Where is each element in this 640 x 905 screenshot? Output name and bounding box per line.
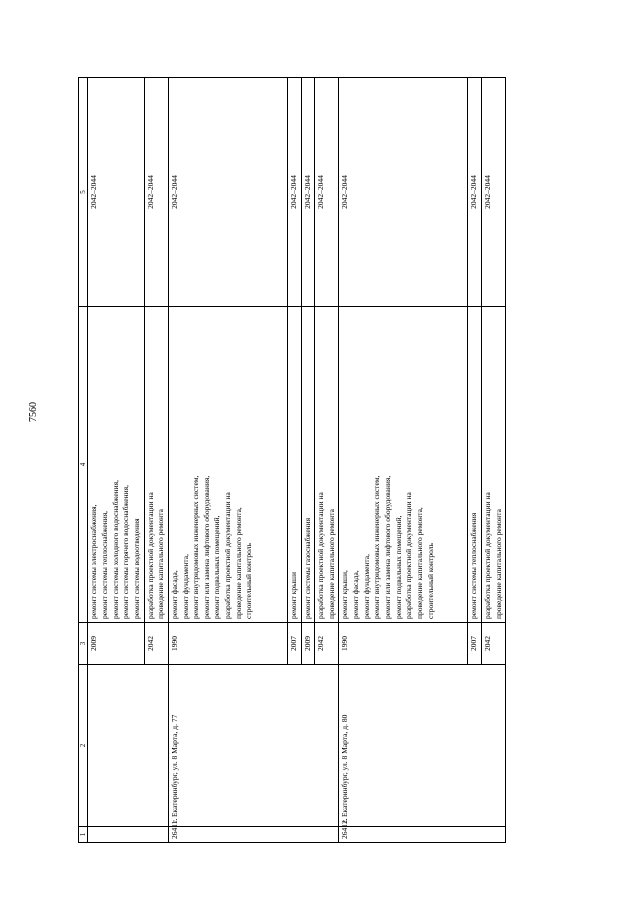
rotated-table-container [78,78,503,843]
period-cell: 2042–2044 [468,78,482,307]
works-cell [468,307,482,623]
col-header-5: 5 [79,78,88,307]
work-line: ремонт системы электроснабжения, [89,504,99,619]
work-line: проведение капитального ремонта [326,509,336,619]
period-cell: 2042–2044 [287,78,301,307]
works-cell [168,307,287,623]
period-cell: 2042–2044 [301,78,315,307]
work-line: ремонт системы водоотведения [131,518,141,619]
work-line: ремонт крыши, [340,570,350,619]
table-row [168,78,287,843]
repair-schedule-table [78,77,506,843]
work-line: ремонт фундамента, [361,554,371,619]
col-header-3: 3 [79,623,88,665]
work-line: проведение капитального ремонта [493,509,503,619]
col-header-4: 4 [79,307,88,623]
num-cell: 26412. [339,827,506,843]
col-header-2: 2 [79,665,88,827]
work-line: ремонт крыши [288,572,298,619]
table-row [88,78,144,843]
work-line: разработка проектной документации на [316,492,326,619]
year-cell: 1990 [168,623,287,665]
works-cell [482,307,506,623]
work-line: строительный контроль [425,543,435,619]
work-line: ремонт системы газоснабжения [302,517,312,619]
period-cell: 2042–2044 [315,78,339,307]
works-cell [88,307,144,623]
work-line: проведение капитального ремонта, [414,507,424,619]
work-line: ремонт подвальных помещений, [212,515,222,619]
period-cell: 2042–2044 [88,78,144,307]
work-line: ремонт подвальных помещений, [393,515,403,619]
column-number-row [79,78,88,843]
year-cell: 1990 [339,623,468,665]
work-line: проведение капитального ремонта, [233,507,243,619]
num-cell [88,827,168,843]
work-line: ремонт внутридомовых инженерных систем, [372,475,382,619]
works-cell [315,307,339,623]
work-line: строительный контроль [244,543,254,619]
work-line: ремонт системы теплоснабжения, [100,510,110,619]
page-number: 7560 [28,402,39,422]
year-cell: 2007 [287,623,301,665]
year-cell: 2009 [88,623,144,665]
table-row [339,78,468,843]
work-line: ремонт или замена лифтового оборудования, [201,475,211,619]
work-line: ремонт или замена лифтового оборудования, [383,475,392,619]
work-line: ремонт фундамента, [180,554,190,619]
work-line: ремонт системы горячего водоснабжения, [121,485,131,619]
col-header-1: 1 [79,827,88,843]
year-cell: 2042 [144,623,168,665]
work-line: ремонт внутридомовых инженерных систем, [191,475,201,619]
period-cell: 2042–2044 [482,78,506,307]
year-cell: 2007 [468,623,482,665]
work-line: разработка проектной документации на [483,492,493,619]
period-cell: 2042–2044 [144,78,168,307]
address-cell: г. Екатеринбург, ул. 8 Марта, д. 77 [168,665,339,827]
year-cell: 2042 [315,623,339,665]
works-cell [301,307,315,623]
work-line: ремонт системы холодного водоснабжения, [110,479,120,619]
period-cell: 2042–2044 [168,78,287,307]
work-line: ремонт фасада, [169,570,179,619]
works-cell [144,307,168,623]
work-line: проведение капитального ремонта [156,509,166,619]
address-cell: г. Екатеринбург, ул. 8 Марта, д. 80 [339,665,506,827]
works-cell [287,307,301,623]
work-line: ремонт системы теплоснабжения [469,512,479,619]
work-line: ремонт фасада, [351,570,361,619]
work-line: разработка проектной документации на [223,492,233,619]
num-cell: 26411. [168,827,339,843]
year-cell: 2042 [482,623,506,665]
works-cell [339,307,468,623]
period-cell: 2042–2044 [339,78,468,307]
year-cell: 2009 [301,623,315,665]
work-line: разработка проектной документации на [404,492,414,619]
address-cell [88,665,168,827]
work-line: разработка проектной документации на [145,492,155,619]
